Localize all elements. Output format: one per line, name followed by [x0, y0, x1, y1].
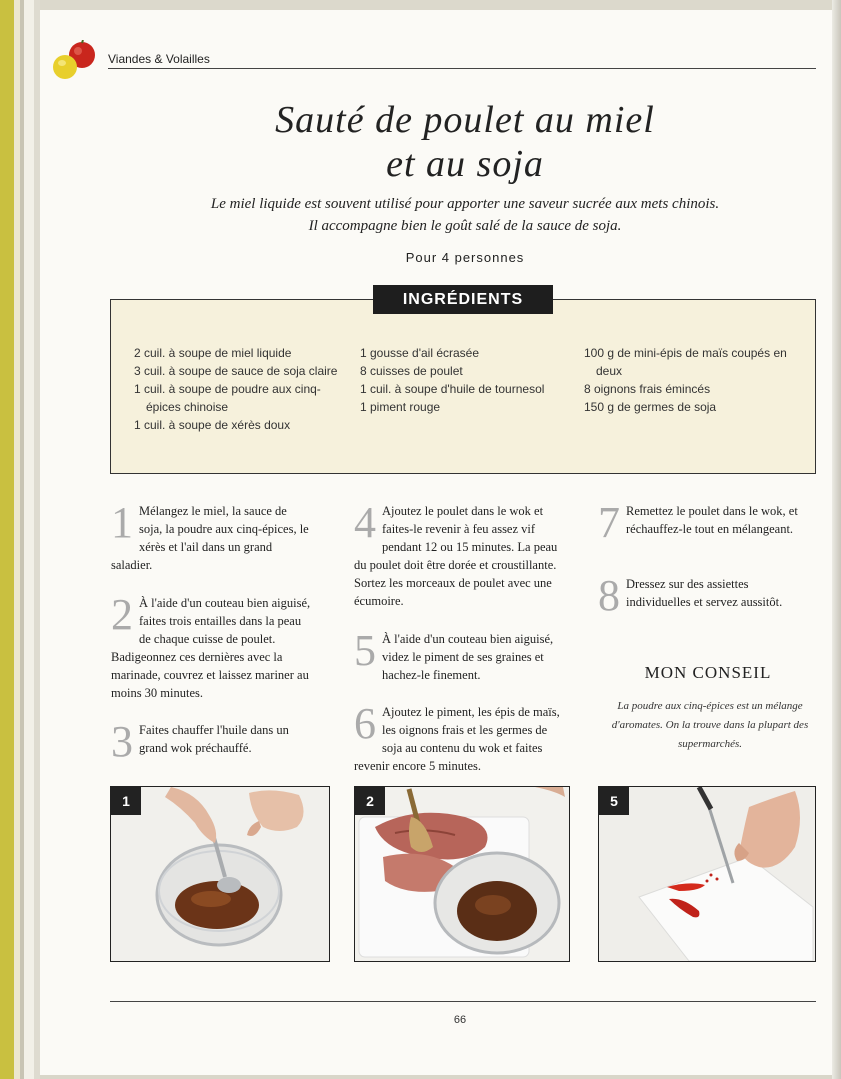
step-text: Ajoutez le piment, les épis de maïs, les oignons frais et les germes de soja au contenu du wok et faites revenir encore 5 minutes.: [354, 705, 560, 773]
step-number: 3: [111, 717, 133, 766]
ingredients-column-2: [360, 344, 575, 416]
step-5: [354, 626, 569, 684]
step-2: [111, 590, 311, 702]
step-number: 6: [354, 699, 376, 748]
recipe-title: [180, 98, 750, 186]
step-3: [111, 717, 311, 766]
recipe-intro: [150, 193, 780, 237]
step-text: Remettez le poulet dans le wok, et réchauffez-le tout en mélangeant.: [626, 504, 798, 536]
ingredient-item: 1 cuil. à soupe d'huile de tournesol: [360, 382, 545, 396]
photo-step-badge: 1: [111, 787, 141, 815]
tip-title: MON CONSEIL: [644, 663, 772, 682]
intro-line-1: Le miel liquide est souvent utilisé pour apporter une saveur sucrée aux mets chinois.: [210, 196, 720, 212]
title-line-1: Sauté de poulet au miel: [275, 99, 655, 141]
step-text: Faites chauffer l'huile dans un grand wok préchauffé.: [139, 723, 289, 755]
step-text: À l'aide d'un couteau bien aiguisé, faites trois entailles dans la peau de chaque cuisse de poulet. Badigeonnez ces dernières avec la marinade, couvrez et laissez mariner au moins 30 minutes.: [111, 596, 311, 700]
tip-text: La poudre aux cinq-épices est un mélange d'aromates. On la trouve dans la plupart des supermarchés.: [611, 700, 809, 750]
step-number: 5: [354, 626, 376, 675]
title-line-2: et au soja: [386, 143, 544, 185]
step-photo-1: [110, 786, 330, 962]
ingredient-item: 8 cuisses de poulet: [360, 364, 463, 378]
ingredient-item: 1 cuil. à soupe de xérès doux: [134, 418, 291, 432]
step-1: [111, 498, 311, 574]
step-number: 4: [354, 498, 376, 547]
step-number: 7: [598, 498, 620, 547]
ingredient-item: 150 g de germes de soja: [584, 400, 717, 414]
step-photo-5: [598, 786, 816, 962]
ingredient-item: 1 cuil. à soupe de poudre aux cinq-: [134, 382, 321, 396]
step-8: [598, 571, 803, 620]
step-photo-2: [354, 786, 570, 962]
ingredient-item: 3 cuil. à soupe de sauce de soja claire: [134, 364, 338, 378]
ingredients-column-1: [134, 344, 344, 434]
page-right-edge: [832, 0, 841, 1079]
photo-step-badge: 5: [599, 787, 629, 815]
ingredients-heading: INGRÉDIENTS: [373, 285, 553, 314]
ingredient-item: 8 oignons frais émincés: [584, 382, 711, 396]
book-binding: [0, 0, 40, 1079]
intro-line-2: Il accompagne bien le goût salé de la sauce de soja.: [308, 218, 622, 234]
ingredient-item: 2 cuil. à soupe de miel liquide: [134, 346, 292, 360]
step-text: Dressez sur des assiettes individuelles et servez aussitôt.: [626, 577, 783, 609]
ingredient-item: épices chinoise: [146, 400, 229, 414]
step-6: [354, 699, 569, 775]
page-number: 66: [453, 1014, 467, 1026]
header-rule: [108, 68, 816, 69]
fruit-icon: [48, 40, 100, 84]
footer-rule: [110, 1001, 816, 1002]
chicken-brushing-image: [355, 787, 569, 961]
step-4: [354, 498, 569, 610]
ingredient-item: 100 g de mini-épis de maïs coupés en: [584, 346, 787, 360]
step-number: 1: [111, 498, 133, 547]
step-text: Mélangez le miel, la sauce de soja, la poudre aux cinq-épices, le xérès et l'ail dans un grand saladier.: [111, 504, 309, 572]
step-text: À l'aide d'un couteau bien aiguisé, videz le piment de ses graines et hachez-le finement.: [382, 632, 554, 682]
step-text: Ajoutez le poulet dans le wok et faites-le revenir à feu assez vif pendant 12 ou 15 minutes. La peau du poulet doit être dorée et croustillante. Sortez les morceaux de poulet avec une écumoire.: [354, 504, 558, 608]
section-label: Viandes & Volailles: [108, 52, 210, 66]
page-top-edge: [0, 0, 841, 10]
marinade-bowl-image: [111, 787, 329, 961]
ingredient-item: 1 gousse d'ail écrasée: [360, 346, 480, 360]
servings: Pour 4 personnes: [405, 250, 525, 265]
step-number: 8: [598, 571, 620, 620]
ingredients-column-3: [584, 344, 809, 416]
ingredient-item: 1 piment rouge: [360, 400, 441, 414]
step-number: 2: [111, 590, 133, 639]
photo-step-badge: 2: [355, 787, 385, 815]
ingredient-item: deux: [596, 364, 623, 378]
chopping-chilli-image: [599, 787, 815, 961]
step-7: [598, 498, 803, 547]
